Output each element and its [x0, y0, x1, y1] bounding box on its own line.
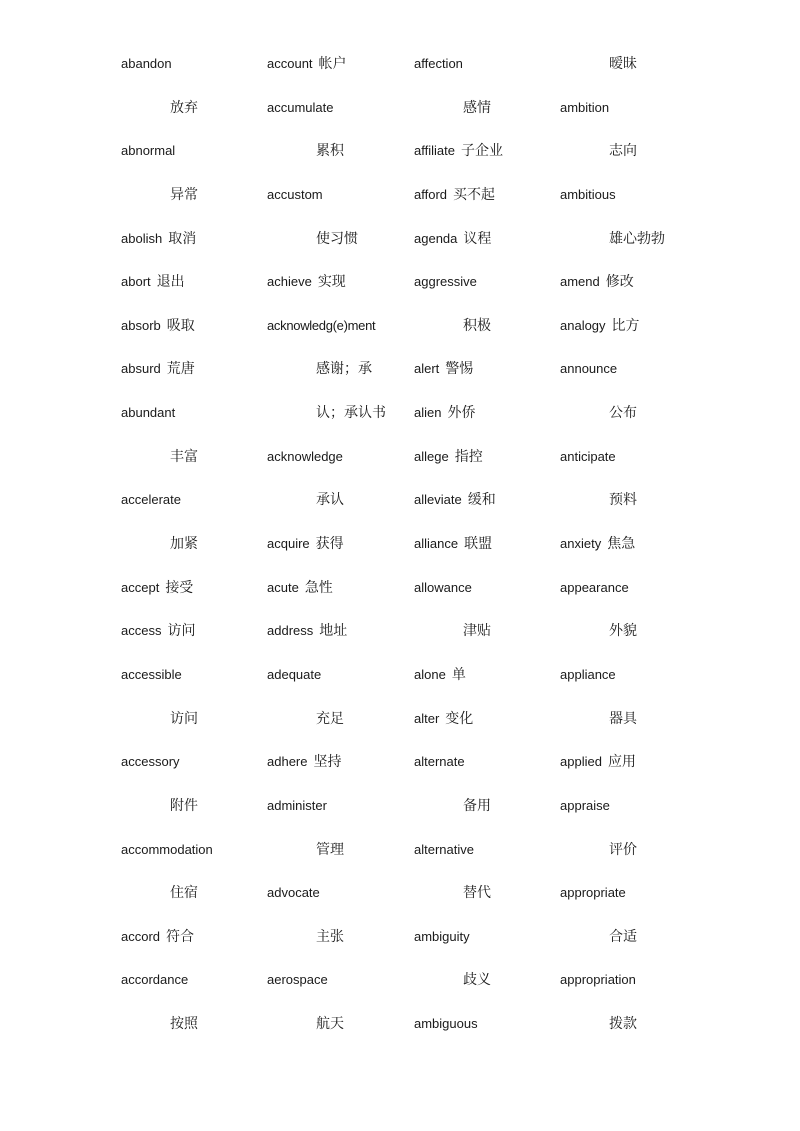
vocab-entry: [267, 347, 414, 391]
vocab-entry: [414, 697, 561, 741]
vocab-entry: [121, 391, 268, 435]
chinese-translation: 雄心勃勃: [609, 230, 665, 247]
english-word: alert: [414, 361, 440, 377]
vocab-entry: [121, 435, 268, 479]
english-word: alone: [414, 666, 446, 682]
vocab-entry: [121, 566, 268, 610]
vocab-entry: [267, 42, 414, 86]
vocab-entry: [121, 217, 268, 261]
english-word: alleviate: [414, 492, 462, 508]
chinese-translation: 备用: [463, 797, 491, 814]
chinese-translation: 充足: [316, 710, 344, 727]
vocab-entry: [267, 784, 414, 828]
vocab-entry: [121, 86, 268, 130]
chinese-translation: 加紧: [170, 536, 198, 553]
chinese-translation: 按照: [170, 1016, 198, 1033]
chinese-translation: 急性: [304, 579, 333, 596]
vocab-entry: [560, 391, 707, 435]
vocab-entry: [560, 828, 707, 872]
chinese-translation: 接受: [165, 579, 194, 596]
vocab-column-2: [267, 42, 414, 1046]
vocab-entry: [121, 740, 268, 784]
chinese-translation: 管理: [316, 841, 344, 858]
english-word: anxiety: [560, 536, 602, 552]
chinese-translation: 拨款: [609, 1016, 637, 1033]
chinese-translation: 暧昧: [609, 56, 637, 72]
vocab-entry: [121, 653, 268, 697]
vocab-entry: [414, 478, 561, 522]
vocab-entry: [121, 522, 268, 566]
chinese-translation: 指控: [454, 448, 483, 465]
english-word: acknowledg(e)ment: [267, 317, 376, 333]
vocab-entry: [560, 260, 707, 304]
english-word: accumulate: [267, 99, 334, 115]
chinese-translation: 联盟: [464, 536, 493, 553]
chinese-translation: 外貌: [609, 623, 637, 640]
english-word: administer: [267, 797, 327, 813]
chinese-translation: 志向: [609, 143, 637, 160]
chinese-translation: 住宿: [170, 885, 198, 902]
english-word: absurd: [121, 361, 161, 377]
vocab-column-3: [414, 42, 561, 1046]
vocab-entry: [560, 173, 707, 217]
english-word: acute: [267, 579, 299, 595]
vocab-entry: [414, 871, 561, 915]
english-word: alter: [414, 710, 440, 726]
english-word: acquire: [267, 536, 310, 552]
english-word: ambiguous: [414, 1016, 478, 1032]
english-word: acknowledge: [267, 448, 343, 464]
english-word: achieve: [267, 274, 312, 290]
chinese-translation: 感情: [463, 99, 491, 116]
english-word: accustom: [267, 186, 323, 202]
chinese-translation: 获得: [315, 536, 344, 553]
vocab-entry: [267, 435, 414, 479]
vocab-entry: [267, 1002, 414, 1046]
english-word: analogy: [560, 317, 606, 333]
chinese-translation: 退出: [156, 274, 185, 291]
vocab-entry: [414, 391, 561, 435]
vocab-entry: [267, 871, 414, 915]
vocab-entry: [560, 609, 707, 653]
vocab-entry: [267, 740, 414, 784]
english-word: agenda: [414, 230, 458, 246]
vocab-entry: [414, 915, 561, 959]
chinese-translation: 放弃: [170, 99, 198, 116]
chinese-translation: 帐户: [318, 56, 347, 72]
vocab-column-1: [121, 42, 268, 1046]
english-word: abundant: [121, 405, 176, 421]
vocab-entry: [267, 522, 414, 566]
english-word: aerospace: [267, 972, 328, 988]
english-word: accord: [121, 928, 161, 944]
chinese-translation: 累积: [316, 143, 344, 160]
english-word: accept: [121, 579, 160, 595]
chinese-translation: 坚持: [313, 754, 342, 771]
vocab-entry: [121, 958, 268, 1002]
chinese-translation: 评价: [609, 841, 637, 858]
vocab-entry: [560, 522, 707, 566]
english-word: afford: [414, 186, 448, 202]
chinese-translation: 荒唐: [166, 361, 195, 378]
chinese-translation: 器具: [609, 710, 637, 727]
vocab-entry: [267, 86, 414, 130]
english-word: account: [267, 56, 313, 71]
vocab-entry: [121, 173, 268, 217]
english-word: appliance: [560, 666, 616, 682]
vocab-entry: [267, 828, 414, 872]
vocab-entry: [267, 217, 414, 261]
english-word: appropriation: [560, 972, 636, 988]
chinese-translation: 焦急: [607, 536, 636, 553]
vocab-entry: [267, 129, 414, 173]
chinese-translation: 变化: [445, 710, 474, 727]
vocab-entry: [121, 915, 268, 959]
vocab-entry: [267, 915, 414, 959]
vocab-entry: [560, 347, 707, 391]
english-word: alternative: [414, 841, 474, 857]
vocab-entry: [267, 697, 414, 741]
english-word: ambition: [560, 99, 610, 115]
vocab-entry: [560, 86, 707, 130]
chinese-translation: 议程: [463, 230, 492, 247]
chinese-translation: 使习惯: [316, 230, 358, 247]
vocab-entry: [414, 653, 561, 697]
vocab-entry: [414, 86, 561, 130]
chinese-translation: 丰富: [170, 448, 198, 465]
vocab-entry: [414, 958, 561, 1002]
vocab-entry: [560, 217, 707, 261]
vocab-entry: [267, 304, 414, 348]
english-word: abnormal: [121, 143, 176, 159]
vocab-entry: [414, 522, 561, 566]
vocab-entry: [560, 478, 707, 522]
vocab-entry: [267, 260, 414, 304]
chinese-translation: 附件: [170, 797, 198, 814]
english-word: accessory: [121, 754, 180, 770]
vocab-entry: [560, 1002, 707, 1046]
english-word: ambiguity: [414, 928, 470, 944]
vocab-entry: [414, 260, 561, 304]
vocab-entry: [414, 42, 561, 86]
vocab-entry: [414, 566, 561, 610]
vocab-entry: [121, 129, 268, 173]
english-word: appropriate: [560, 885, 626, 901]
chinese-translation: 替代: [463, 885, 491, 902]
english-word: abolish: [121, 230, 163, 246]
vocab-entry: [267, 478, 414, 522]
english-word: adequate: [267, 666, 322, 682]
vocab-entry: [560, 915, 707, 959]
english-word: allowance: [414, 579, 472, 595]
english-word: anticipate: [560, 448, 616, 464]
chinese-translation: 主张: [316, 928, 344, 945]
vocab-entry: [414, 217, 561, 261]
english-word: appraise: [560, 797, 610, 813]
vocab-entry: [414, 173, 561, 217]
vocab-entry: [267, 173, 414, 217]
english-word: ambitious: [560, 186, 616, 202]
english-word: abandon: [121, 56, 172, 71]
chinese-translation: 积极: [463, 317, 491, 334]
chinese-translation: 修改: [605, 274, 634, 291]
english-word: accessible: [121, 666, 182, 682]
chinese-translation: 感谢；承: [316, 361, 372, 378]
vocab-entry: [121, 609, 268, 653]
chinese-translation: 地址: [319, 623, 348, 640]
vocab-entry: [121, 260, 268, 304]
vocab-entry: [121, 828, 268, 872]
chinese-translation: 子企业: [460, 143, 503, 160]
english-word: address: [267, 623, 314, 639]
chinese-translation: 符合: [166, 928, 195, 945]
vocab-entry: [560, 304, 707, 348]
chinese-translation: 警惕: [445, 361, 474, 378]
vocab-entry: [121, 697, 268, 741]
chinese-translation: 访问: [167, 623, 196, 640]
english-word: affection: [414, 56, 463, 71]
vocab-entry: [121, 304, 268, 348]
chinese-translation: 异常: [170, 186, 198, 203]
english-word: accordance: [121, 972, 189, 988]
chinese-translation: 公布: [609, 405, 637, 422]
chinese-translation: 津贴: [463, 623, 491, 640]
english-word: adhere: [267, 754, 308, 770]
vocab-entry: [560, 129, 707, 173]
vocab-entry: [267, 609, 414, 653]
english-word: access: [121, 623, 162, 639]
chinese-translation: 歧义: [463, 972, 491, 989]
chinese-translation: 合适: [609, 928, 637, 945]
vocab-entry: [414, 1002, 561, 1046]
chinese-translation: 缓和: [467, 492, 496, 509]
vocab-entry: [560, 435, 707, 479]
english-word: affiliate: [414, 143, 455, 159]
chinese-translation: 承认: [316, 492, 344, 509]
vocab-entry: [414, 347, 561, 391]
vocab-entry: [560, 697, 707, 741]
vocab-entry: [414, 740, 561, 784]
vocab-entry: [560, 42, 707, 86]
chinese-translation: 访问: [170, 710, 198, 727]
vocab-entry: [414, 828, 561, 872]
chinese-translation: 取消: [168, 230, 197, 247]
chinese-translation: 预料: [609, 492, 637, 509]
english-word: announce: [560, 361, 618, 377]
english-word: applied: [560, 754, 602, 770]
vocab-entry: [267, 566, 414, 610]
chinese-translation: 认；承认书: [316, 405, 386, 422]
english-word: abort: [121, 274, 151, 290]
chinese-translation: 买不起: [453, 186, 496, 203]
chinese-translation: 比方: [611, 317, 640, 334]
english-word: accelerate: [121, 492, 181, 508]
vocab-entry: [414, 609, 561, 653]
english-word: alternate: [414, 754, 465, 770]
vocab-entry: [121, 347, 268, 391]
chinese-translation: 航天: [316, 1016, 344, 1033]
vocab-entry: [121, 42, 268, 86]
english-word: accommodation: [121, 841, 213, 857]
english-word: advocate: [267, 885, 320, 901]
vocab-entry: [560, 566, 707, 610]
vocab-entry: [560, 958, 707, 1002]
vocab-entry: [560, 784, 707, 828]
chinese-translation: 实现: [317, 274, 346, 291]
vocab-entry: [267, 653, 414, 697]
english-word: aggressive: [414, 274, 477, 290]
vocab-entry: [267, 958, 414, 1002]
vocab-entry: [121, 871, 268, 915]
vocab-entry: [267, 391, 414, 435]
chinese-translation: 吸取: [166, 317, 195, 334]
english-word: appearance: [560, 579, 629, 595]
english-word: allege: [414, 448, 449, 464]
vocab-entry: [414, 784, 561, 828]
chinese-translation: 应用: [607, 754, 636, 771]
chinese-translation: 外侨: [447, 405, 476, 422]
vocab-entry: [560, 871, 707, 915]
vocab-entry: [121, 1002, 268, 1046]
english-word: alliance: [414, 536, 459, 552]
vocab-entry: [121, 478, 268, 522]
vocab-entry: [560, 740, 707, 784]
english-word: amend: [560, 274, 600, 290]
vocab-entry: [560, 653, 707, 697]
vocab-entry: [414, 435, 561, 479]
vocab-entry: [414, 129, 561, 173]
vocab-column-4: [560, 42, 707, 1046]
vocab-entry: [414, 304, 561, 348]
vocab-entry: [121, 784, 268, 828]
english-word: alien: [414, 405, 442, 421]
chinese-translation: 单: [451, 666, 466, 683]
english-word: absorb: [121, 317, 161, 333]
